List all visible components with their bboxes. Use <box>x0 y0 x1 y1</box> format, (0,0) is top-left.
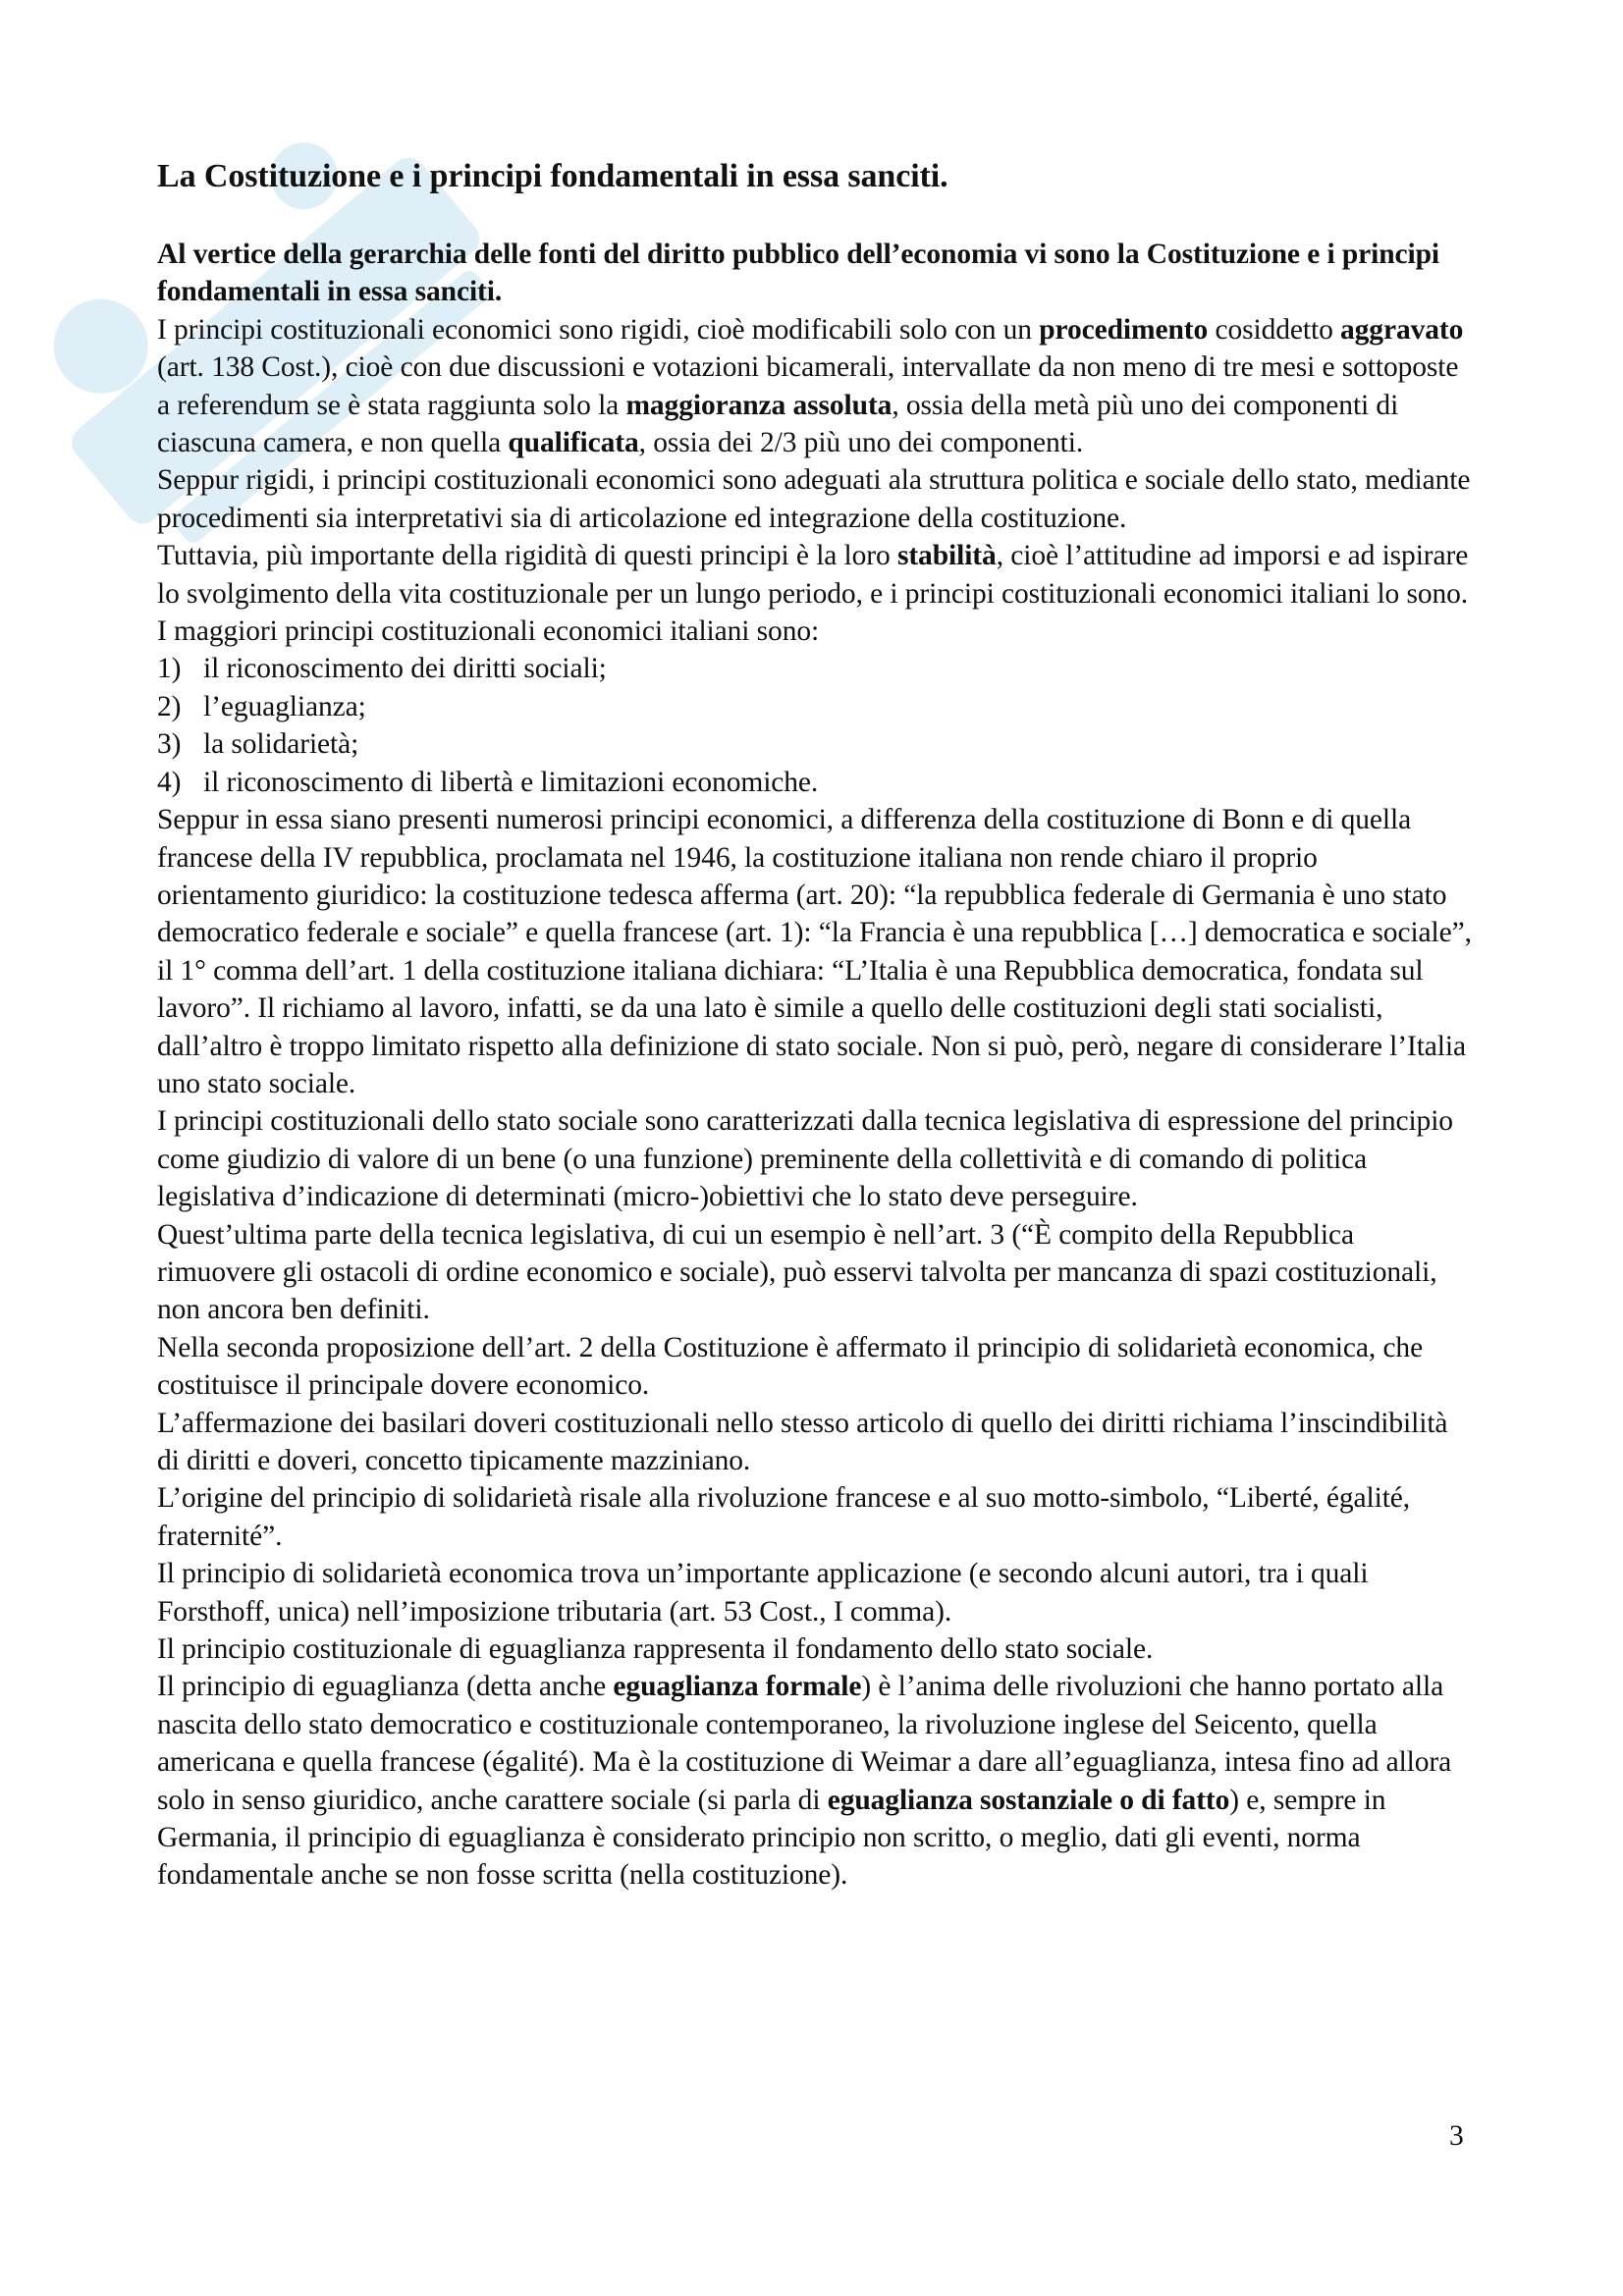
principles-list <box>157 650 1473 801</box>
paragraph-solidarity: Nella seconda proposizione dell’art. 2 della Costituzione è affermato il principio di solidarietà economica, che costituisce il principale dovere economico. <box>157 1331 1424 1402</box>
text-run: ) e, sempre in Germania, il principio di eguaglianza è considerato principio non scritto, o meglio, dati gli eventi, norma fondamentale anche se non fosse scritta (nella costituzione). <box>157 1784 1386 1892</box>
list-item <box>157 764 1473 801</box>
bold-term: stabilità <box>896 540 997 572</box>
list-number: 4) <box>157 766 182 798</box>
document-title: La Costituzione e i principi fondamentali in essa sanciti. <box>157 158 948 194</box>
list-item <box>157 688 1473 725</box>
list-number: 3) <box>157 728 182 761</box>
paragraph-legislative-technique: Quest’ultima parte della tecnica legislativa, di cui un esempio è nell’art. 3 (“È compito della Repubblica rimuovere gli ostacoli di ordine economico e sociale), può esservi talvolta per mancanza di spazi costituzionali, non ancora ben definiti. <box>157 1218 1437 1326</box>
paragraph-adaptation: Seppur rigidi, i principi costituzionali economici sono adeguati ala struttura politica e sociale dello stato, mediante procedimenti sia interpretativi sia di articolazione ed integrazione della costituzione. <box>157 464 1471 534</box>
bold-term: maggioranza assoluta <box>625 389 893 421</box>
text-run: Il principio di eguaglianza (detta anche <box>157 1671 614 1703</box>
list-text: il riconoscimento dei diritti sociali; <box>203 653 607 685</box>
paragraph-taxation: Il principio di solidarietà economica trova un’importante applicazione (e secondo alcuni autori, tra i quali Forsthoff, unica) nell’imposizione tributaria (art. 53 Cost., I comma). <box>157 1558 1369 1628</box>
list-text: la solidarietà; <box>203 728 359 761</box>
bold-term: qualificata <box>508 427 639 459</box>
paragraph-rigidity <box>157 311 1473 462</box>
text-run: , ossia della metà più uno dei componenti di ciascuna camera, e non quella <box>157 389 1399 459</box>
page-number: 3 <box>1449 2120 1464 2152</box>
bold-term: procedimento <box>1039 313 1209 346</box>
text-run: ) è l’anima delle rivoluzioni che hanno portato alla nascita dello stato democratico e costituzionale contemporaneo, la rivoluzione inglese del Seicento, quella americana e quella francese (égalité). Ma è la costituzione di Weimar a dare all’eguaglianza, intesa fino ad allora solo in senso giuridico, anche carattere sociale (si parla di <box>157 1671 1452 1816</box>
bold-term: aggravato <box>1340 313 1464 346</box>
paragraph-equality-foundation: Il principio costituzionale di eguaglianza rappresenta il fondamento dello stato sociale. <box>157 1633 1154 1666</box>
list-item <box>157 725 1473 763</box>
paragraph-origin: L’origine del principio di solidarietà risale alla rivoluzione francese e al suo motto-simbolo, “Liberté, égalité, fraternité”. <box>157 1482 1411 1552</box>
document-body <box>157 157 1473 1895</box>
text-run: , cioè l’attitudine ad imporsi e ad ispirare lo svolgimento della vita costituzionale per un lungo periodo, e i principi costituzionali economici italiani lo sono. <box>157 540 1469 610</box>
list-number: 2) <box>157 690 182 722</box>
list-item <box>157 650 1473 687</box>
list-text: l’eguaglianza; <box>203 690 366 722</box>
list-text: il riconoscimento di libertà e limitazioni economiche. <box>203 766 819 798</box>
intro-paragraph: Al vertice della gerarchia delle fonti del diritto pubblico dell’economia vi sono la Costituzione e i principi fondamentali in essa sanciti. <box>157 239 1440 308</box>
paragraph-stability <box>157 537 1473 613</box>
paragraph-duties: L’affermazione dei basilari doveri costituzionali nello stesso articolo di quello dei diritti richiama l’inscindibilità di diritti e doveri, concetto tipicamente mazziniano. <box>157 1407 1448 1476</box>
bold-term: eguaglianza sostanziale o di fatto <box>827 1784 1230 1816</box>
paragraph-social-state: I principi costituzionali dello stato sociale sono caratterizzati dalla tecnica legislativa di espressione del principio come giudizio di valore di un bene (o una funzione) preminente della collettività e di comando di politica legislativa d’indicazione di determinati (micro-)obiettivi che lo stato deve perseguire. <box>157 1105 1453 1213</box>
text-run: (art. 138 Cost.), cioè con due discussioni e votazioni bicamerali, intervallate da non meno di tre mesi e sottoposte a referendum se è stata raggiunta solo la <box>157 351 1459 421</box>
paragraph-equality <box>157 1668 1473 1894</box>
text-run: , ossia dei 2/3 più uno dei componenti. <box>638 427 1084 459</box>
text-run: Tuttavia, più importante della rigidità di questi principi è la loro <box>157 540 897 572</box>
bold-term: eguaglianza formale <box>613 1671 862 1703</box>
list-intro: I maggiori principi costituzionali economici italiani sono: <box>157 615 820 648</box>
list-number: 1) <box>157 653 182 685</box>
paragraph-comparison: Seppur in essa siano presenti numerosi principi economici, a differenza della costituzione di Bonn e di quella francese della IV repubblica, proclamata nel 1946, la costituzione italiana non rende chiaro il proprio orientamento giuridico: la costituzione tedesca afferma (art. 20): “la repubblica federale di Germania è uno stato democratico federale e sociale” e quella francese (art. 1): “la Francia è una repubblica […] democratica e sociale”, il 1° comma dell’art. 1 della costituzione italiana dichiara: “L’Italia è una Repubblica democratica, fondata sul lavoro”. Il richiamo al lavoro, infatti, se da una lato è simile a quello delle costituzioni degli stati socialisti, dall’altro è troppo limitato rispetto alla definizione di stato sociale. Non si può, però, negare di considerare l’Italia uno stato sociale. <box>157 804 1472 1099</box>
text-run: cosiddetto <box>1208 313 1340 346</box>
text-run: I principi costituzionali economici sono rigidi, cioè modificabili solo con un <box>157 313 1040 346</box>
